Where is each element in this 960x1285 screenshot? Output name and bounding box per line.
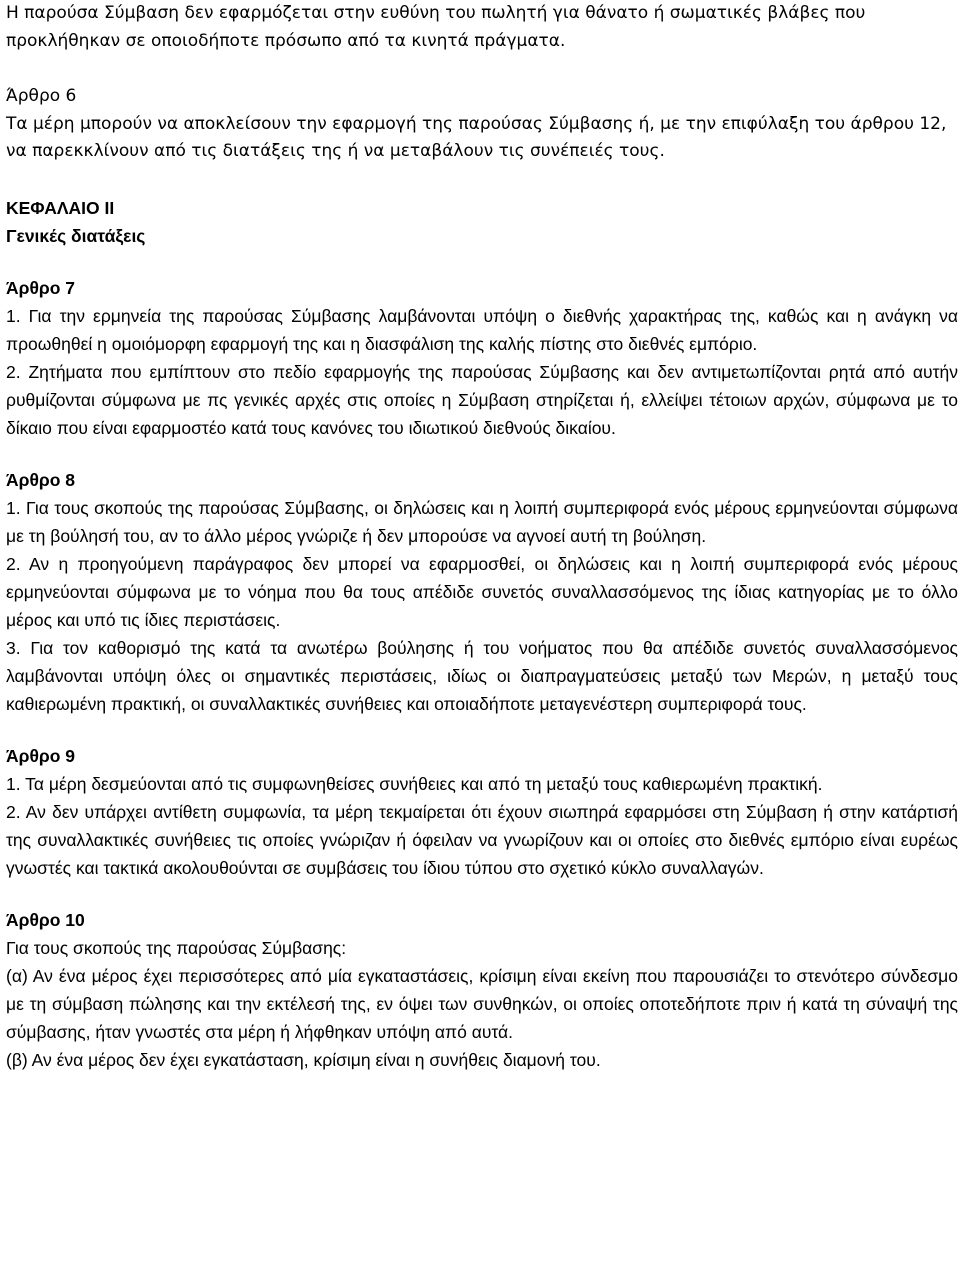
article-7-paragraph-1: 1. Για την ερμηνεία της παρούσας Σύμβασης λαμβάνονται υπόψη ο διεθνής χαρακτήρας της, καθώς και η ανάγκη να προωθηθεί η ομοιόμορφη εφαρμογή της και η διασφάλιση της καλής πίστης στο διεθνές εμπόριο. [6,305,958,354]
article-9-paragraph-1: 1. Τα μέρη δεσμεύονται από τις συμφωνηθείσες συνήθειες και από τη μεταξύ τους καθιερωμένη πρακτική. [6,773,823,794]
intro-paragraph: Η παρούσα Σύμβαση δεν εφαρμόζεται στην ευθύνη του πωλητή για θάνατο ή σωματικές βλάβες που προκλήθηκαν σε οποιοδήποτε πρόσωπο από τα κινητά πράγματα. [6,3,866,51]
article-10-intro: Για τους σκοπούς της παρούσας Σύμβασης: [6,937,347,958]
spacer [6,250,958,274]
article-8-paragraph-3: 3. Για τον καθορισμό της κατά τα ανωτέρω βούλησης ή του νοήματος που θα απέδιδε συνετός συναλλασσόμενος λαμβάνονται υπόψη όλες οι σημαντικές περιστάσεις, ιδίως οι διαπραγματεύσεις μεταξύ των Μερών, η μεταξύ τους καθιερωμένη πρακτική, οι συναλλακτικές συνήθειες και οποιαδήποτε μεταγενέστερη συμπεριφορά τους. [6,637,958,714]
spacer [6,166,958,194]
article-9-heading: Άρθρο 9 [6,745,76,766]
article-6-heading: Άρθρο 6 [6,86,77,106]
chapter-title: Γενικές διατάξεις [6,225,146,246]
article-6-text: Τα μέρη μπορούν να αποκλείσουν την εφαρμογή της παρούσας Σύμβασης ή, με την επιφύλαξη του άρθρου 12, να παρεκκλίνουν από τις διατάξεις της ή να μεταβάλουν τις συνέπειές τους. [6,113,947,161]
article-10-item-b: (β) Αν ένα μέρος δεν έχει εγκατάσταση, κρίσιμη είναι η συνήθεις διαμονή του. [6,1049,601,1070]
article-8-paragraph-2: 2. Αν η προηγούμενη παράγραφος δεν μπορεί να εφαρμοσθεί, οι δηλώσεις και η λοιπή συμπεριφορά ενός μέρους ερμηνεύονται σύμφωνα με το νόημα που θα τους απέδιδε συνετός συναλλασσόμενος της ίδιας κατηγορίας με το όλλο μέρος και υπό τις ίδιες περιστάσεις. [6,553,958,630]
document-page [6,0,958,1074]
article-8-paragraph-1: 1. Για τους σκοπούς της παρούσας Σύμβασης, οι δηλώσεις και η λοιπή συμπεριφορά ενός μέρους ερμηνεύονται σύμφωνα με τη βούλησή του, αν το άλλο μέρος γνώριζε ή δεν μπορούσε να αγνοεί αυτή τη βούληση. [6,497,958,546]
article-7-heading: Άρθρο 7 [6,277,76,298]
spacer [6,882,958,906]
article-8-heading: Άρθρο 8 [6,469,76,490]
article-10-heading: Άρθρο 10 [6,909,85,930]
spacer [6,718,958,742]
article-10-item-a: (α) Αν ένα μέρος έχει περισσότερες από μία εγκαταστάσεις, κρίσιμη είναι εκείνη που παρουσιάζει το στενότερο σύνδεσμο με τη σύμβαση πώλησης και την εκτέλεσή της, εν όψει των συνθηκών, οι οποίες οποτεδήποτε πριν ή κατά τη σύναψή της σύμβασης, ήταν γνωστές στα μέρη ή λήφθηκαν υπόψη από αυτά. [6,965,958,1042]
spacer [6,442,958,466]
article-9-paragraph-2: 2. Αν δεν υπάρχει αντίθετη συμφωνία, τα μέρη τεκμαίρεται ότι έχουν σιωπηρά εφαρμόσει στη Σύμβαση ή στην κατάρτισή της συναλλακτικές συνήθειες τις οποίες γνώριζαν ή όφειλαν να γνωρίζουν και οι οποίες στο διεθνές εμπόριο είναι ευρέως γνωστές και τακτικά ακολουθούνται σε συμβάσεις του ίδιου τύπου στο σχετικό κύκλο συναλλαγών. [6,801,958,878]
article-7-paragraph-2: 2. Ζητήματα που εμπίπτουν στο πεδίο εφαρμογής της παρούσας Σύμβασης και δεν αντιμετωπίζονται ρητά από αυτήν ρυθμίζονται σύμφωνα με πς γενικές αρχές στις οποίες η Σύμβαση στηρίζεται ή, ελλείψει τέτοιων αρχών, σύμφωνα με το δίκαιο που είναι εφαρμοστέο κατά τους κανόνες του ιδιωτικού διεθνούς δικαίου. [6,361,958,438]
chapter-number: ΚΕΦΑΛΑΙΟ ΙΙ [6,197,115,218]
spacer [6,55,958,83]
